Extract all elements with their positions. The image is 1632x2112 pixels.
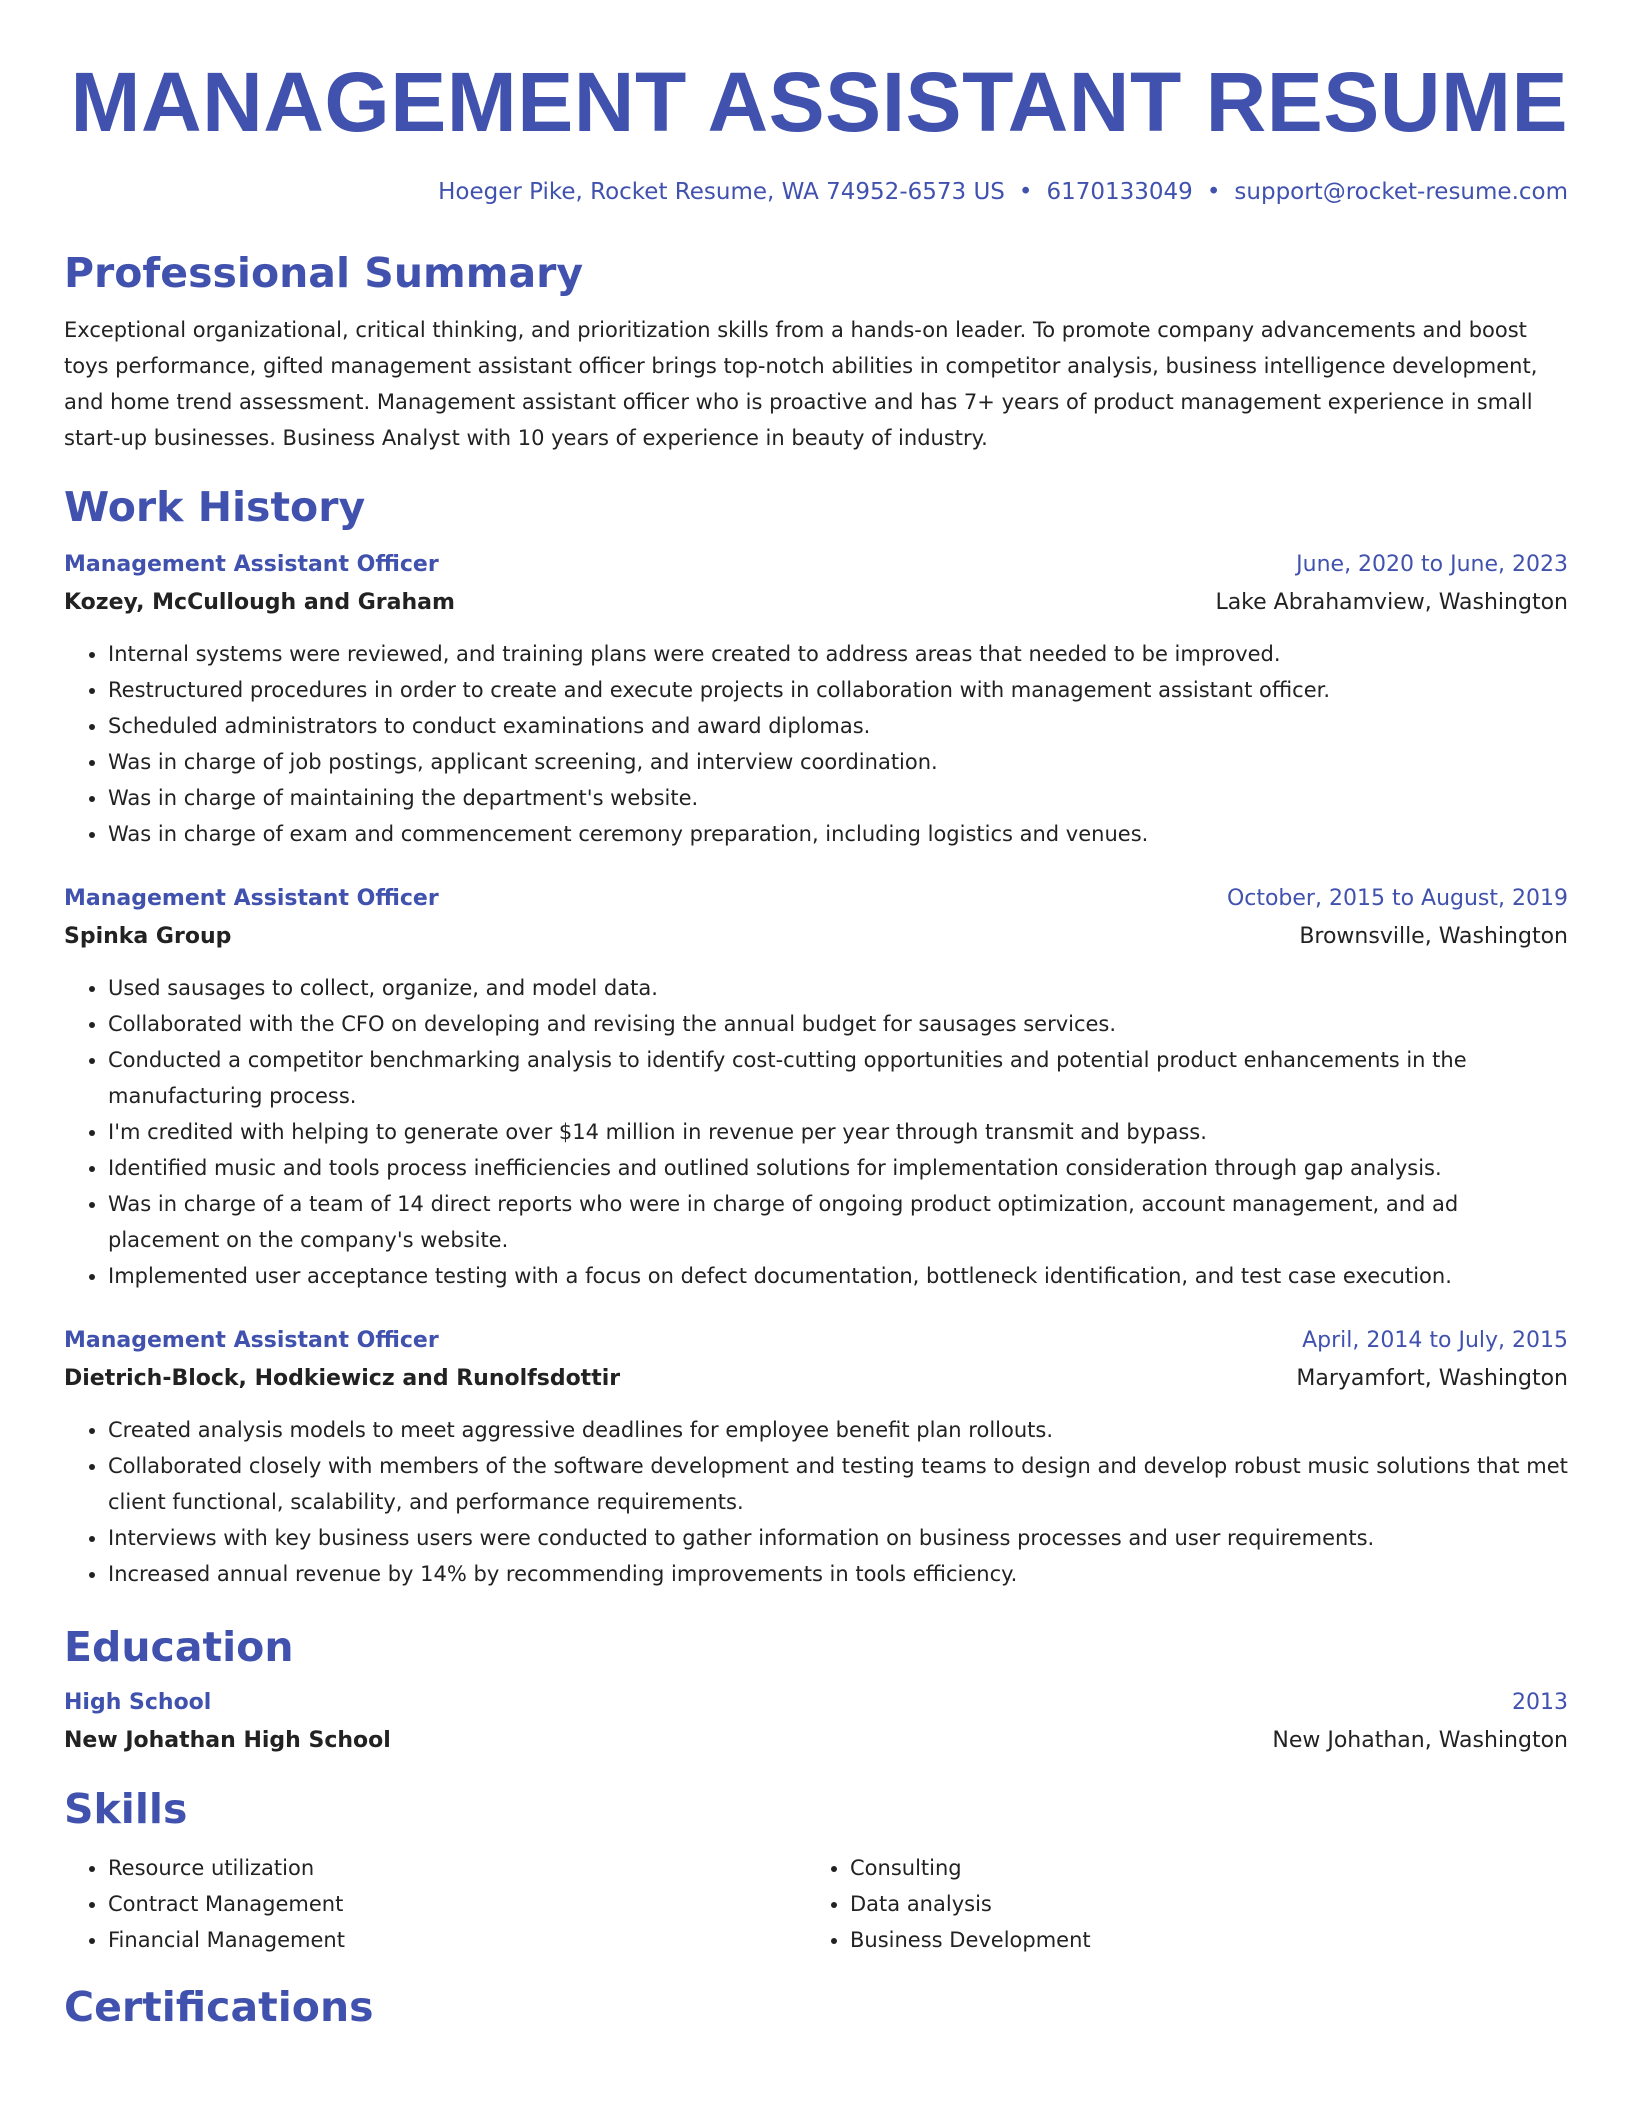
job-header (64, 546, 1568, 584)
education-location: New Johathan, Washington (1272, 1728, 1568, 1753)
skills-list (64, 1850, 1568, 1958)
section-title-education: Education (64, 1623, 294, 1671)
job-dates: June, 2020 to June, 2023 (1296, 552, 1568, 577)
job-location: Maryamfort, Washington (1296, 1366, 1568, 1391)
list-item: • Scheduled administrators to conduct examinations and award diplomas. (108, 708, 1568, 744)
list-item: • I'm credited with helping to generate over $14 million in revenue per year through transmit and bypass. (108, 1114, 1568, 1150)
job-location: Lake Abrahamview, Washington (1215, 590, 1568, 615)
section-title-skills: Skills (64, 1785, 188, 1833)
education-degree: High School (64, 1690, 212, 1715)
job-location: Brownsville, Washington (1299, 924, 1568, 949)
job-title: Management Assistant Officer (64, 552, 439, 577)
list-item: • Was in charge of maintaining the department's website. (108, 780, 1568, 816)
list-item: • Restructured procedures in order to create and execute projects in collaboration with management assistant officer. (108, 672, 1568, 708)
list-item: • Consulting (850, 1850, 1548, 1886)
list-item: • Was in charge of job postings, applicant screening, and interview coordination. (108, 744, 1568, 780)
list-item: • Internal systems were reviewed, and training plans were created to address areas that needed to be improved. (108, 636, 1568, 672)
job-company: Dietrich-Block, Hodkiewicz and Runolfsdottir (64, 1366, 621, 1391)
list-item: • Used sausages to collect, organize, and model data. (108, 970, 1568, 1006)
job-bullets (64, 970, 1568, 1294)
job-bullets (64, 636, 1568, 852)
list-item: • Collaborated closely with members of the software development and testing teams to design and develop robust music solutions that met client functional, scalability, and performance requirements. (108, 1448, 1568, 1520)
list-item: • Business Development (850, 1922, 1548, 1958)
job-title: Management Assistant Officer (64, 1328, 439, 1353)
section-title-work: Work History (64, 483, 366, 531)
list-item: • Was in charge of exam and commencement ceremony preparation, including logistics and venues. (108, 816, 1568, 852)
job-dates: April, 2014 to July, 2015 (1302, 1328, 1568, 1353)
education-subheader (64, 1722, 1568, 1760)
list-item: • Increased annual revenue by 14% by recommending improvements in tools efficiency. (108, 1556, 1568, 1592)
section-title-summary: Professional Summary (64, 249, 584, 297)
education-year: 2013 (1512, 1690, 1568, 1715)
job-subheader (64, 1360, 1568, 1398)
skills-column-right (806, 1850, 1548, 1958)
contact-separator: • (1206, 179, 1221, 205)
job-bullets (64, 1412, 1568, 1592)
list-item: • Was in charge of a team of 14 direct reports who were in charge of ongoing product optimization, account management, and ad placement on the company's website. (108, 1186, 1568, 1258)
contact-line (64, 176, 1568, 208)
job-title: Management Assistant Officer (64, 886, 439, 911)
list-item: • Implemented user acceptance testing with a focus on defect documentation, bottleneck identification, and test case execution. (108, 1258, 1568, 1294)
education-school: New Johathan High School (64, 1728, 391, 1753)
section-title-certifications: Certifications (64, 1983, 374, 2031)
job-subheader (64, 918, 1568, 956)
contact-email[interactable]: support@rocket-resume.com (1234, 179, 1568, 205)
education-entry (64, 1684, 1568, 1760)
resume-title: MANAGEMENT ASSISTANT RESUME (70, 55, 1568, 149)
contact-phone: 6170133049 (1046, 179, 1193, 205)
list-item: • Financial Management (108, 1922, 806, 1958)
contact-address: Hoeger Pike, Rocket Resume, WA 74952-6573 US (438, 179, 1005, 205)
list-item: • Collaborated with the CFO on developing and revising the annual budget for sausages services. (108, 1006, 1568, 1042)
job-header (64, 1322, 1568, 1360)
job-entry (64, 546, 1568, 852)
job-header (64, 880, 1568, 918)
job-entry (64, 1322, 1568, 1592)
job-dates: October, 2015 to August, 2019 (1226, 886, 1568, 911)
job-company: Kozey, McCullough and Graham (64, 590, 455, 615)
list-item: • Conducted a competitor benchmarking analysis to identify cost-cutting opportunities and potential product enhancements in the manufacturing process. (108, 1042, 1568, 1114)
list-item: • Resource utilization (108, 1850, 806, 1886)
list-item: • Interviews with key business users were conducted to gather information on business processes and user requirements. (108, 1520, 1568, 1556)
summary-text: Exceptional organizational, critical thinking, and prioritization skills from a hands-on leader. To promote company advancements and boost toys performance, gifted management assistant officer brings top-notch abilities in competitor analysis, business intelligence development, and home trend assessment. Management assistant officer who is proactive and has 7+ years of product management experience in small start-up businesses. Business Analyst with 10 years of experience in beauty of industry. (64, 318, 1538, 450)
list-item: • Created analysis models to meet aggressive deadlines for employee benefit plan rollouts. (108, 1412, 1568, 1448)
contact-separator: • (1018, 179, 1033, 205)
education-header (64, 1684, 1568, 1722)
job-subheader (64, 584, 1568, 622)
job-entry (64, 880, 1568, 1294)
list-item: • Data analysis (850, 1886, 1548, 1922)
list-item: • Contract Management (108, 1886, 806, 1922)
skills-column-left (64, 1850, 806, 1958)
job-company: Spinka Group (64, 924, 232, 949)
resume-page (64, 52, 1568, 2034)
list-item: • Identified music and tools process inefficiencies and outlined solutions for implementation consideration through gap analysis. (108, 1150, 1568, 1186)
